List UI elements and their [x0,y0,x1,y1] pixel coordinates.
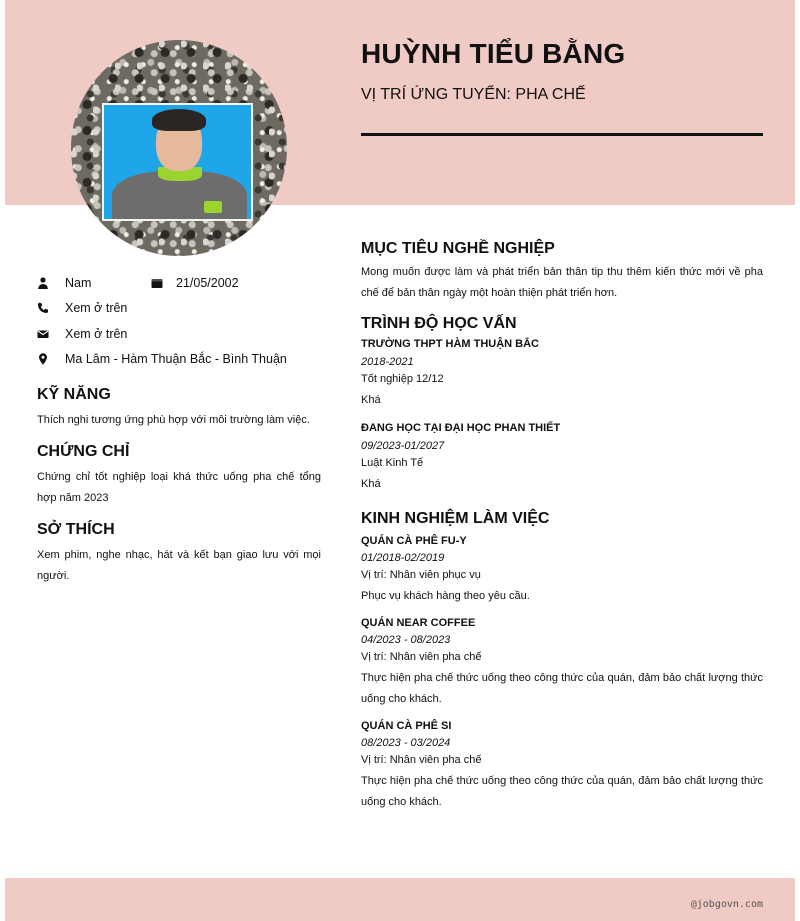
calendar-icon [151,277,176,289]
education-title: TRÌNH ĐỘ HỌC VẤN [361,315,517,332]
education-grade: Khá [361,478,381,490]
education-period: 2018-2021 [361,356,414,368]
experience-desc: Phục vụ khách hàng theo yêu cầu. [361,590,530,602]
education-grade: Khá [361,394,381,406]
experience-desc: Thực hiện pha chế thức uống theo công thức của quán, đảm bảo chất lượng thức uống cho khách. [361,775,763,808]
info-email [37,321,321,347]
hobbies-title: SỞ THÍCH [37,521,115,538]
address-value: Ma Lâm - Hàm Thuận Bắc - Bình Thuận [65,352,287,367]
experience-item [361,617,763,710]
experience-desc: Thực hiện pha chế thức uống theo công thức của quán, đảm bảo chất lượng thức uống cho khách. [361,672,763,705]
experience-company: QUÁN NEAR COFFEE [361,617,476,629]
education-section [361,315,763,495]
certificates-text: Chứng chỉ tốt nghiệp loại khá thức uống pha chế tổng hợp năm 2023 [37,471,321,504]
experience-company: QUÁN CÀ PHÊ SI [361,720,452,732]
experience-section [361,510,763,813]
skills-text: Thích nghi tương ứng phù hợp với môi trường làm việc. [37,414,310,426]
experience-title: KINH NGHIỆM LÀM VIỆC [361,510,550,527]
right-column [361,240,763,813]
experience-role: Vị trí: Nhân viên pha chế [361,754,482,766]
cv-page [5,0,795,921]
objective-text: Mong muốn được làm và phát triển bản thân tip thu thêm kiến thức mới về pha chế để bản thân ngày một hoàn thiện phát triển hơn. [361,266,763,299]
applied-position: VỊ TRÍ ỨNG TUYỂN: PHA CHẾ [361,86,586,103]
footer-brand: @jobgovn.com [690,899,763,910]
info-address [37,347,321,373]
education-item [361,338,763,411]
phone-value: Xem ở trên [65,301,128,316]
education-period: 09/2023-01/2027 [361,440,445,452]
experience-item [361,535,763,607]
candidate-name: HUỲNH TIỂU BẰNG [361,38,626,69]
objective-title: MỤC TIÊU NGHỀ NGHIỆP [361,240,555,257]
skills-title: KỸ NĂNG [37,386,111,403]
education-school: TRƯỜNG THPT HÀM THUẬN BẮC [361,338,539,350]
experience-period: 01/2018-02/2019 [361,552,445,564]
info-gender-dob [37,270,321,296]
header-divider [361,133,763,136]
gender-value: Nam [65,275,92,290]
avatar [71,40,287,256]
left-column [37,270,321,587]
education-detail: Tốt nghiệp 12/12 [361,373,444,385]
education-item [361,422,763,495]
experience-period: 08/2023 - 03/2024 [361,737,451,749]
experience-period: 04/2023 - 08/2023 [361,634,451,646]
info-phone [37,296,321,322]
experience-role: Vị trí: Nhân viên phục vụ [361,569,481,581]
certificates-title: CHỨNG CHỈ [37,443,130,460]
skills-section [37,386,321,431]
hobbies-section [37,521,321,587]
experience-role: Vị trí: Nhân viên pha chế [361,651,482,663]
photo-shirt-logo [204,201,222,213]
certificates-section [37,443,321,509]
phone-icon [37,302,65,314]
dob-value: 21/05/2002 [176,275,239,290]
footer-band [5,878,795,921]
envelope-icon [37,328,65,340]
education-detail: Luật Kinh Tế [361,457,424,469]
objective-section [361,240,763,304]
education-school: ĐANG HỌC TẠI ĐẠI HỌC PHAN THIẾT [361,422,561,434]
hobbies-text: Xem phim, nghe nhạc, hát và kết bạn giao lưu với mọi người. [37,549,321,582]
profile-photo [102,103,253,221]
experience-company: QUÁN CÀ PHÊ FU-Y [361,535,467,547]
email-value: Xem ở trên [65,326,128,341]
person-icon [37,277,65,289]
experience-item [361,720,763,813]
map-pin-icon [37,353,65,365]
photo-hair [152,109,206,131]
